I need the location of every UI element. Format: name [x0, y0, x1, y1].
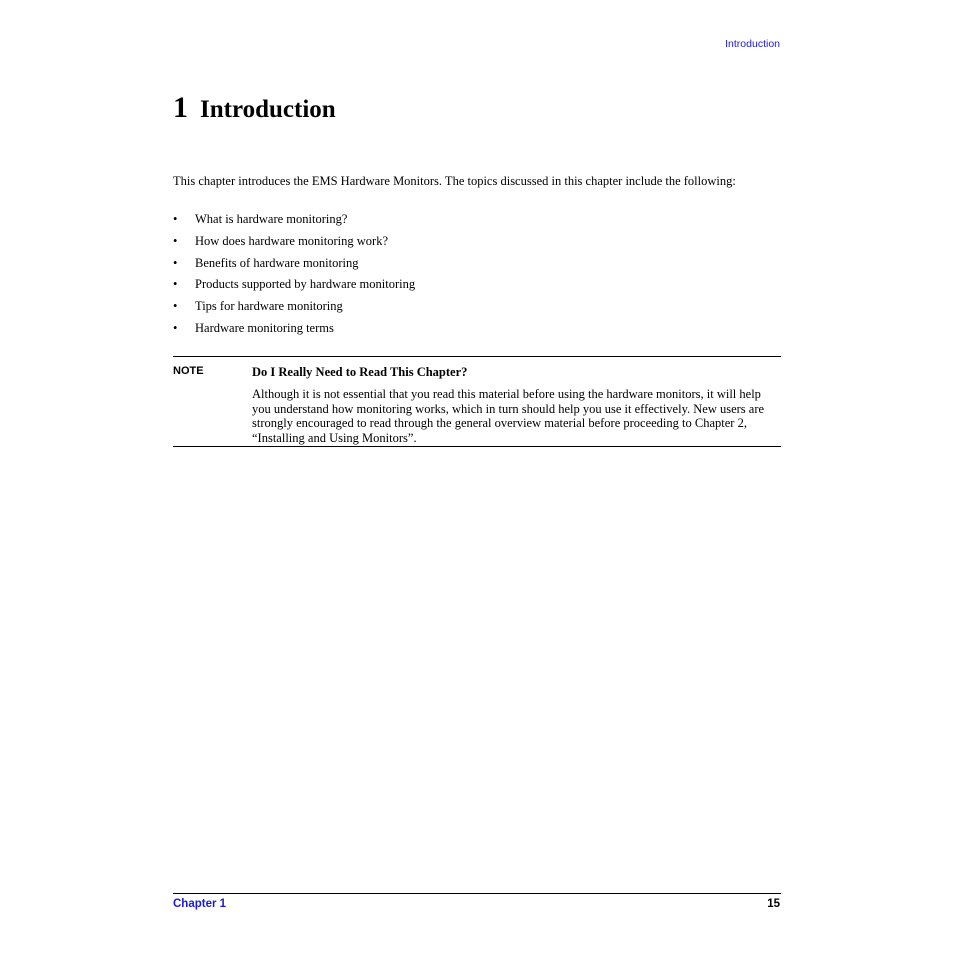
list-item: [173, 256, 415, 278]
note-body: Although it is not essential that you read this material before using the hardware monitors, it will help you understand how monitoring works, which in turn should help you use it effectively. New users are strongly encouraged to read through the general overview material before proceeding to Chapter 2, “Installing and Using Monitors”.: [252, 387, 765, 445]
footer-chapter-link[interactable]: Chapter 1: [173, 898, 227, 910]
intro-paragraph: This chapter introduces the EMS Hardware Monitors. The topics discussed in this chapter include the following:: [173, 174, 736, 188]
list-item-text: Benefits of hardware monitoring: [195, 255, 359, 270]
bullet-icon: •: [173, 212, 178, 226]
list-item: [173, 277, 415, 299]
list-item-text: Products supported by hardware monitoring: [195, 277, 416, 292]
list-item-text: What is hardware monitoring?: [195, 212, 348, 226]
note-label: NOTE: [173, 365, 204, 377]
bullet-icon: •: [173, 233, 178, 248]
list-item: [173, 212, 415, 234]
list-item: [173, 299, 415, 321]
bullet-icon: •: [173, 255, 178, 270]
bullet-icon: •: [173, 277, 178, 292]
footer-divider: [173, 893, 781, 894]
list-item: [173, 234, 415, 256]
bullet-icon: •: [173, 299, 178, 314]
chapter-number: 1: [173, 91, 188, 124]
list-item-text: Hardware monitoring terms: [195, 320, 334, 335]
list-item-text: How does hardware monitoring work?: [195, 233, 389, 248]
note-box: [173, 356, 781, 447]
note-heading: Do I Really Need to Read This Chapter?: [252, 365, 468, 379]
running-header-link[interactable]: Introduction: [725, 38, 780, 50]
list-item: [173, 321, 415, 343]
topic-list: [173, 212, 415, 343]
bullet-icon: •: [173, 320, 178, 335]
list-item-text: Tips for hardware monitoring: [195, 299, 343, 314]
chapter-title: [173, 88, 336, 125]
page-number: 15: [767, 898, 780, 910]
chapter-title-text: Introduction: [200, 96, 336, 123]
